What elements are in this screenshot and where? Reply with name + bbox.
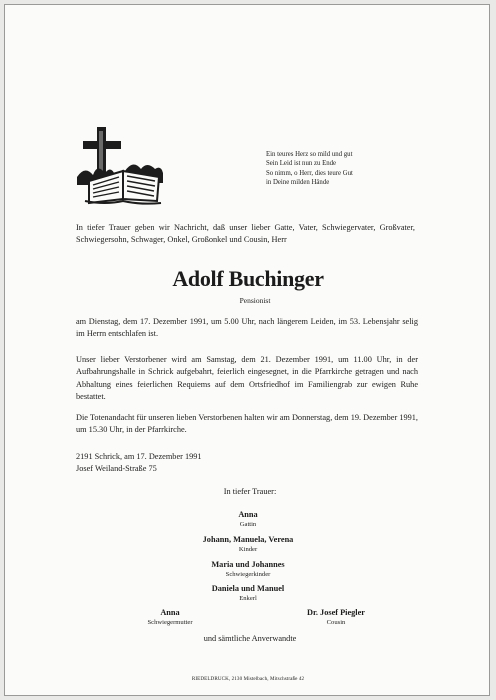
mourner-relation: Enkerl — [239, 595, 257, 602]
verse-line: So nimm, o Herr, dies teure Gut — [266, 169, 353, 177]
address: Josef Weiland-Straße 75 — [76, 464, 157, 474]
mourner-entry-right — [286, 608, 386, 627]
deceased-name: Adolf Buchinger — [172, 266, 324, 291]
intro-paragraph: In tiefer Trauer geben wir Nachricht, daß unser lieber Gatte, Vater, Schwiegervater, Großvater, Schwiegersohn, Schwager, Onkel, Großonkel und Cousin, Herr — [76, 223, 415, 245]
place-date: 2191 Schrick, am 17. Dezember 1991 — [76, 452, 202, 461]
death-paragraph: am Dienstag, dem 17. Dezember 1991, um 5.00 Uhr, nach längerem Leiden, im 53. Lebensjahr selig im Herrn entschlafen ist. — [76, 317, 418, 339]
mourner-name: Dr. Josef Piegler — [307, 608, 365, 617]
mourner-entry — [0, 510, 496, 529]
mourner-relation: Schwiegermutter — [147, 619, 193, 626]
printer-imprint: RIEDELDRUCK, 2130 Mistelbach, Mitschstraße 42 — [191, 676, 305, 682]
mourner-relation: Kinder — [238, 546, 258, 553]
memorial-verse — [266, 150, 353, 187]
mourner-entry-left — [120, 608, 220, 627]
cross-and-open-book-icon — [75, 125, 165, 205]
mourner-entry — [0, 535, 496, 554]
verse-line: Ein teures Herz so mild und gut — [266, 151, 353, 158]
verse-line: in Deine milden Hände — [266, 178, 330, 186]
mourner-name: Anna — [238, 510, 258, 519]
mourner-name: Daniela und Manuel — [211, 584, 285, 593]
funeral-paragraph: Unser lieber Verstorbener wird am Samstag, dem 21. Dezember 1991, um 11.00 Uhr, in der Aufbahrungshalle in Schrick aufgebahrt, feierlich eingesegnet, in die Pfarrkirche getragen und nach Abhaltung eines feierlichen Requiems auf dem Ortsfriedhof im Familiengrab zur ewigen Ruhe bestattet. — [76, 355, 418, 402]
mourner-name: Maria und Johannes — [211, 560, 285, 569]
mourner-entry — [0, 584, 496, 603]
deceased-occupation: Pensionist — [239, 296, 271, 305]
mourner-entry — [0, 560, 496, 579]
mourner-name: Johann, Manuela, Verena — [202, 535, 294, 544]
mourner-name: Anna — [160, 608, 180, 617]
closing-line: und sämtliche Anverwandte — [203, 634, 297, 643]
mourner-relation: Schwiegerkinder — [225, 571, 271, 578]
place-and-address — [76, 451, 418, 476]
verse-line: Sein Leid ist nun zu Ende — [266, 160, 337, 168]
mourners-heading: In tiefer Trauer: — [223, 487, 277, 496]
mourner-relation: Gattin — [239, 521, 257, 528]
prayer-paragraph: Die Totenandacht für unseren lieben Verstorbenen halten wir am Donnerstag, dem 19. Dezember 1991, um 15.30 Uhr, in der Pfarrkirche. — [76, 413, 418, 435]
mourner-relation: Cousin — [326, 619, 346, 626]
